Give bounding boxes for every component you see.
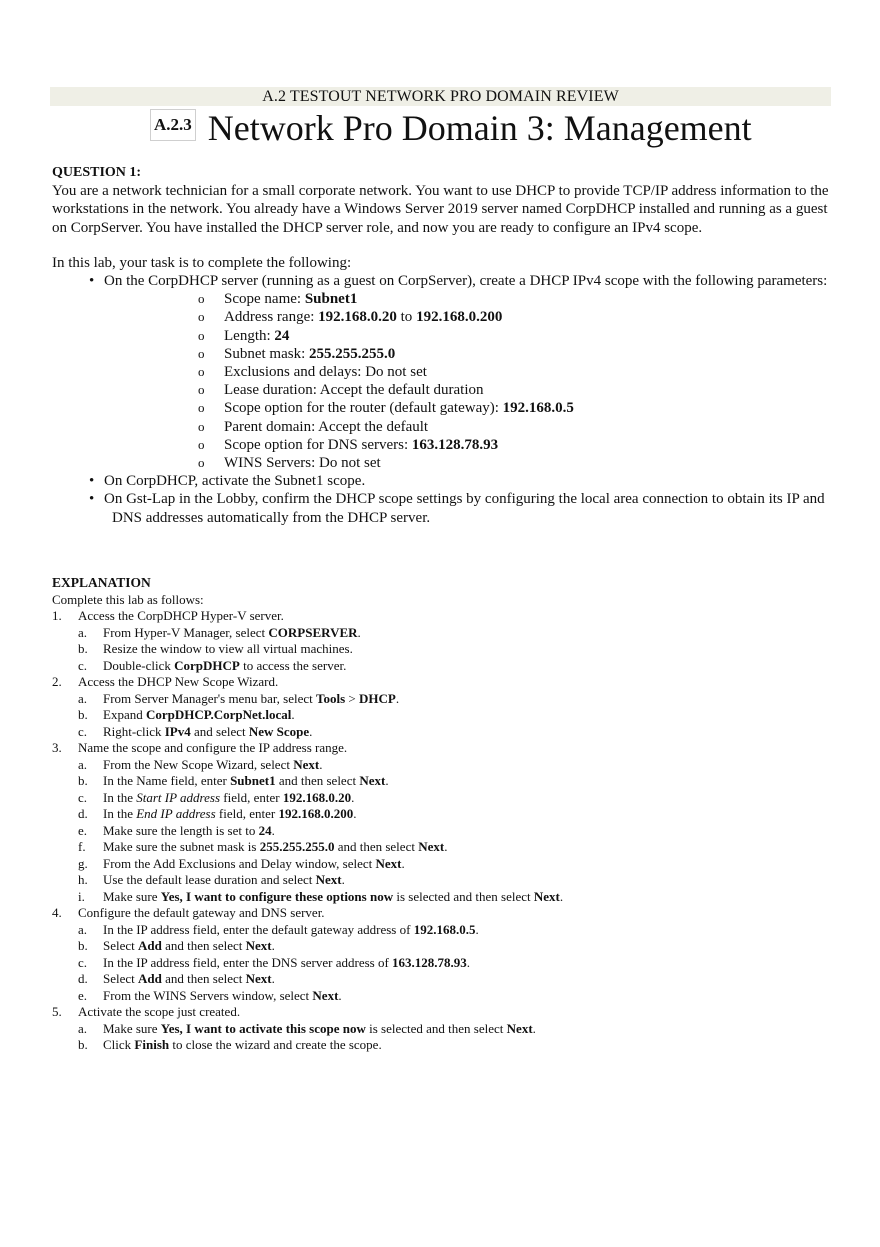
parameter-label: Length: [224,327,275,344]
substep-text: . [319,756,323,772]
question-intro: You are a network technician for a small corporate network. You want to use DHCP to provide TCP/IP address information to the workstations in the network. You already have a Windows Server 2019 server named CorpDHCP installed and running as a guest on CorpServer. You have installed the DHCP server role, and now you are ready to configure an IPv4 scope. [52,183,829,236]
scope-parameter-item: o Subnet mask: 255.255.255.0 [198,345,396,362]
scope-parameter-item: o Scope option for the router (default gateway): 192.168.0.5 [198,400,574,417]
substep-emphasis: Finish [134,1037,170,1052]
substep [78,790,832,807]
substep-text: . [444,839,448,854]
substep-letter: a. [78,624,88,640]
substep-emphasis: Next [315,872,342,887]
bullet-icon: • [89,491,95,508]
substep-letter: a. [78,1020,88,1036]
substep [78,691,832,708]
parameter-label: Scope option for DNS servers: [224,436,412,453]
substep-text: . [351,789,355,805]
substep-letter: h. [78,872,88,887]
substep-text: . [559,888,564,904]
substep-list [78,757,832,906]
substep [78,641,832,658]
task-bullet [52,272,832,472]
substep-text: In the IP address field, enter the default gateway address of [103,921,414,937]
substep-emphasis: 163.128.78.93 [392,954,467,970]
substep-letter: e. [78,987,88,1003]
substep-emphasis: Next [293,756,320,772]
substep-letter: c. [78,723,88,739]
scope-parameter-item: o Lease duration: Accept the default duration [198,382,484,399]
scope-parameter-item: o Parent domain: Accept the default [198,418,429,435]
explanation-step-list [52,608,832,1054]
scope-parameter-item: o Exclusions and delays: Do not set [198,364,427,381]
substep-letter: i. [78,888,85,904]
chapter-header-text: A.2 TESTOUT NETWORK PRO DOMAIN REVIEW [262,88,619,105]
substep-text: is selected and then select [365,1020,507,1036]
scope-parameter-item: o Length: 24 [198,327,290,344]
substep [78,971,832,988]
substep-letter: d. [78,806,88,821]
substep-text: . [291,707,295,722]
task-bullet [52,472,832,490]
explanation-step [52,674,832,740]
substep [78,724,832,741]
substep-text: . [271,938,275,953]
substep-text: . [341,872,345,887]
substep-letter: b. [78,641,88,656]
substep-field-name: Start IP address [136,789,221,805]
substep-text: Select [103,971,139,986]
substep-list [78,625,832,675]
substep-letter: b. [78,707,88,722]
substep-emphasis: New Scope [248,723,310,739]
chapter-header-band [50,87,831,106]
task-lead: In this lab, your task is to complete the following: [52,254,352,271]
explanation-heading: EXPLANATION [52,575,151,590]
substep-emphasis: Next [245,938,272,953]
substep-text: . [532,1020,536,1036]
substep-text: . [338,987,342,1003]
explanation-step [52,905,832,1004]
step-text: Access the DHCP New Scope Wizard. [78,674,279,689]
substep-text: . [271,822,275,838]
substep-text: > [345,690,360,706]
substep-emphasis: Next [375,855,402,871]
substep-emphasis: 192.168.0.20 [282,789,352,805]
substep-text: . [353,806,357,821]
substep-text: Use the default lease duration and select [103,872,316,887]
substep-text: Make sure the subnet mask is [103,839,260,854]
substep-emphasis: Add [138,971,162,986]
substep-text: From the Add Exclusions and Delay window, select [103,855,376,871]
substep [78,1037,832,1054]
substep-text: Make sure the length is set to [103,822,259,838]
task-bullet [52,490,832,526]
substep-emphasis: Next [359,773,386,788]
explanation-step [52,1004,832,1054]
substep-field-name: End IP address [136,806,216,821]
scope-parameter-item: o Scope name: Subnet1 [198,291,358,308]
parameter-label: Address range: [224,309,319,326]
substep-text: . [271,971,275,986]
step-text: Configure the default gateway and DNS server. [78,905,325,920]
parameter-label: Subnet mask: [224,345,309,362]
substep-text: . [401,855,405,871]
substep-text: and then select [161,938,246,953]
substep-text: to access the server. [239,657,347,673]
explanation-step [52,740,832,905]
parameter-label: WINS Servers: Do not set [224,455,381,472]
substep-text: . [395,690,400,706]
step-number: 4. [52,905,62,920]
substep-letter: a. [78,756,88,772]
substep-emphasis: Yes, I want to configure these options now [160,888,394,904]
substep-emphasis: Add [138,938,162,953]
substep-list [78,922,832,1005]
substep-letter: c. [78,789,88,805]
explanation-block [52,575,832,1054]
substep-emphasis: Tools [316,690,346,706]
section-title: Network Pro Domain 3: Management [207,108,752,148]
substep-emphasis: Yes, I want to activate this scope now [160,1020,366,1036]
substep-letter: b. [78,773,88,788]
substep-letter: d. [78,971,88,986]
substep-text: From the WINS Servers window, select [103,987,313,1003]
substep [78,872,832,889]
substep-text: In the IP address field, enter the DNS server address of [103,954,393,970]
substep-text: . [475,921,479,937]
substep-text: is selected and then select [393,888,534,904]
step-number: 1. [52,608,62,623]
substep-text: Make sure [103,1020,161,1036]
substep-emphasis: Next [418,839,445,854]
substep-text: From Hyper-V Manager, select [103,624,269,640]
substep-emphasis: 24 [258,822,272,838]
substep-text: and then select [161,971,246,986]
paragraph-gap [52,237,832,254]
substep-emphasis: Next [533,888,560,904]
substep-emphasis: 192.168.0.5 [413,921,476,937]
substep [78,955,832,972]
substep-letter: e. [78,822,88,838]
substep [78,839,832,856]
substep-text: In the Name field, enter [103,773,231,788]
substep-emphasis: Next [245,971,272,986]
substep [78,806,832,823]
substep-text: In the [103,806,137,821]
substep [78,823,832,840]
substep-emphasis: CorpDHCP [174,657,240,673]
parameter-value: 255.255.255.0 [309,345,396,362]
task-bullet-list [52,272,832,527]
substep [78,625,832,642]
substep-letter: g. [78,855,88,871]
substep-letter: f. [78,839,86,854]
substep-emphasis: Next [506,1020,533,1036]
step-number: 2. [52,674,62,689]
parameter-label: Scope option for the router (default gateway): [224,400,503,417]
parameter-value: 24 [274,327,290,344]
substep-emphasis: Subnet1 [230,773,276,788]
substep [78,773,832,790]
parameter-value: 163.128.78.93 [411,436,499,453]
substep-letter: c. [78,954,88,970]
task-bullet-text: On CorpDHCP, activate the Subnet1 scope. [104,473,366,490]
substep-letter: c. [78,657,88,673]
substep-text: Make sure [103,888,161,904]
substep [78,889,832,906]
substep-text: Click [103,1037,135,1052]
substep-text: Double-click [103,657,175,673]
substep-text: In the [103,789,137,805]
substep-text: Right-click [103,723,165,739]
substep-text: and select [190,723,249,739]
step-text: Access the CorpDHCP Hyper-V server. [78,608,284,623]
step-text: Name the scope and configure the IP address range. [78,740,348,755]
substep-text: . [357,624,361,640]
substep-text: to close the wizard and create the scope. [169,1037,382,1052]
substep-text: . [385,773,389,788]
parameter-value: Subnet1 [304,291,358,308]
section-title-row [150,106,770,150]
substep-text: and then select [275,773,360,788]
substep [78,707,832,724]
parameter-label: Lease duration: Accept the default duration [224,382,484,399]
section-number-badge: A.2.3 [150,109,196,141]
substep-letter: b. [78,938,88,953]
step-number: 3. [52,740,62,755]
substep-emphasis: IPv4 [164,723,191,739]
substep-text: From the New Scope Wizard, select [103,756,294,772]
scope-parameter-item: o Address range: 192.168.0.20 to 192.168.0.200 [198,309,503,326]
substep-list [78,1021,832,1054]
substep [78,658,832,675]
task-bullet-text: On Gst-Lap in the Lobby, confirm the DHCP scope settings by configuring the local area connection to obtain its IP and DNS addresses automatically from the DHCP server. [104,491,825,526]
substep-emphasis: CorpDHCP.CorpNet.local [145,707,292,722]
substep-emphasis: 192.168.0.200 [278,806,354,821]
parameter-connector: to [396,309,417,326]
parameter-label: Exclusions and delays: Do not set [224,364,427,381]
question-heading: QUESTION 1: [52,165,142,180]
parameter-label: Parent domain: Accept the default [224,418,429,435]
explanation-lead: Complete this lab as follows: [52,591,204,607]
substep-letter: a. [78,921,88,937]
parameter-value: 192.168.0.5 [502,400,574,417]
substep-letter: b. [78,1037,88,1052]
substep-emphasis: Next [312,987,339,1003]
question-block [52,164,832,527]
substep-text: field, enter [220,789,283,805]
scope-parameter-item: o Scope option for DNS servers: 163.128.78.93 [198,436,499,453]
parameter-label: Scope name: [224,291,305,308]
substep [78,856,832,873]
scope-parameter-item: o WINS Servers: Do not set [198,455,381,472]
parameter-value-end: 192.168.0.200 [416,309,503,326]
substep-text: and then select [334,839,419,854]
substep-letter: a. [78,690,88,706]
substep [78,922,832,939]
substep [78,1021,832,1038]
substep [78,938,832,955]
bullet-icon: • [89,273,95,290]
scope-parameter-list [112,290,832,472]
substep-text: Resize the window to view all virtual machines. [103,641,353,656]
substep [78,988,832,1005]
explanation-step [52,608,832,674]
substep-text: Expand [103,707,146,722]
substep-text: . [309,723,313,739]
substep-emphasis: CORPSERVER [268,624,358,640]
substep [78,757,832,774]
substep-list [78,691,832,741]
substep-text: field, enter [215,806,279,821]
substep-emphasis: DHCP [359,690,396,706]
step-text: Activate the scope just created. [78,1004,241,1019]
substep-text: From Server Manager's menu bar, select [103,690,317,706]
bullet-icon: • [89,473,95,490]
substep-text: Select [103,938,139,953]
substep-emphasis: 255.255.255.0 [259,839,335,854]
parameter-value: 192.168.0.20 [318,309,397,326]
step-number: 5. [52,1004,62,1019]
task-bullet-text: On the CorpDHCP server (running as a guest on CorpServer), create a DHCP IPv4 scope with the following parameters: [104,273,828,290]
substep-text: . [466,954,471,970]
